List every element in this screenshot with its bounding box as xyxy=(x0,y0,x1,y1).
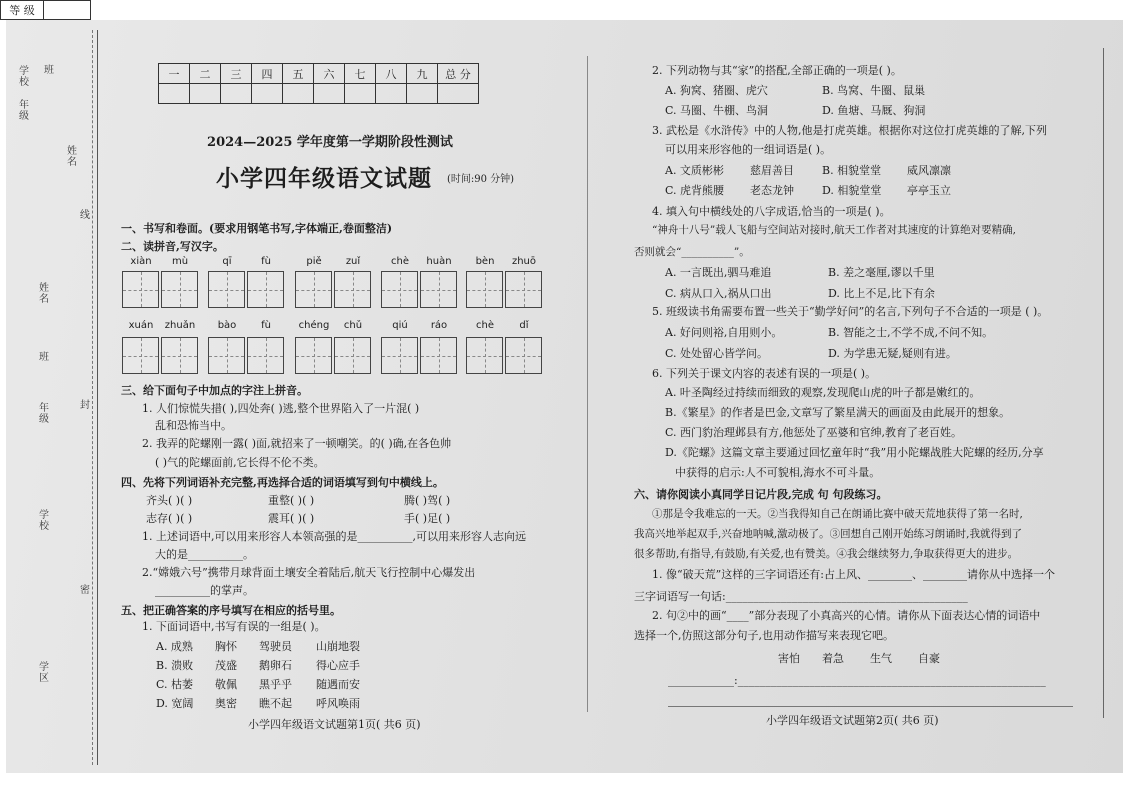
q5-6-option: A. 叶圣陶经过持续而细致的观察,发现爬山虎的叶子都是嫩红的。 xyxy=(665,386,981,399)
main-title: 小学四年级语文试题 xyxy=(216,165,432,192)
mood-word: 自豪 xyxy=(918,652,940,665)
score-cell[interactable] xyxy=(407,84,438,104)
q5-3-option: C. 虎背熊腰 xyxy=(665,184,725,197)
q6-item-1-cont: 三字词语写一句话:____________________________________________ xyxy=(634,590,968,603)
score-header: 八 xyxy=(376,64,407,84)
character-box[interactable] xyxy=(247,337,284,374)
pinyin-label: ráo xyxy=(430,320,448,331)
character-box[interactable] xyxy=(208,271,245,308)
binding-grade-mid: 年级 xyxy=(39,403,49,425)
character-box[interactable] xyxy=(295,271,332,308)
q5-1-option: 得心应手 xyxy=(316,659,360,672)
q4-word: 齐头( )( ) xyxy=(146,494,193,507)
q5-1-option: 驾驶员 xyxy=(259,640,292,653)
pinyin-label: chǔ xyxy=(343,320,363,331)
mood-word: 害怕 xyxy=(778,652,800,665)
q6-item-2-cont: 选择一个,仿照这部分句子,也用动作描写来表现它吧。 xyxy=(634,629,894,642)
q6-item-1: 1. 像“破天荒”这样的三字词语还有:占上风、________、________请你从中选择一个 xyxy=(652,568,1055,581)
q4-heading: 四、先将下列词语补充完整,再选择合适的词语填写到句中横线上。 xyxy=(121,476,444,489)
q6-answer-line[interactable]: ____________:________________________________________________________ xyxy=(668,674,1046,687)
q3-heading: 三、给下面句子中加点的字注上拼音。 xyxy=(121,384,308,397)
q5-2-option: A. 狗窝、猪圈、虎穴 xyxy=(665,84,768,97)
page-footer-right: 小学四年级语文试题第2页( 共6 页) xyxy=(766,714,939,727)
character-box[interactable] xyxy=(334,271,371,308)
q5-1-option: A. 成熟 xyxy=(156,640,193,653)
pinyin-label: piě xyxy=(306,256,322,267)
pinyin-label: zhuǎn xyxy=(164,320,196,331)
pinyin-label: chè xyxy=(391,256,409,267)
score-cell[interactable] xyxy=(252,84,283,104)
pinyin-label: fù xyxy=(261,320,271,331)
score-cell[interactable] xyxy=(190,84,221,104)
character-box[interactable] xyxy=(381,271,418,308)
binding-line-outer xyxy=(97,30,98,765)
q5-4-quote: “神舟十八号”载人飞船与空间站对接时,航天工作者对其速度的计算绝对要精确, xyxy=(652,224,1016,236)
character-box[interactable] xyxy=(247,271,284,308)
q3-item-2-cont: ( )气的陀螺面前,它长得不伦不类。 xyxy=(155,456,325,469)
binding-line-inner xyxy=(92,30,93,765)
q5-5-option: C. 处处留心皆学问。 xyxy=(665,347,769,360)
score-cell[interactable] xyxy=(314,84,345,104)
q5-1-option: 胸怀 xyxy=(215,640,237,653)
q5-1-option: C. 枯萎 xyxy=(156,678,194,691)
q6-passage-line-1: ①那是令我难忘的一天。②当我得知自己在朗诵比赛中破天荒地获得了第一名时, xyxy=(652,508,1023,520)
q5-1-option: 茂盛 xyxy=(215,659,237,672)
exam-duration: (时间:90 分钟) xyxy=(447,174,515,185)
q4-word: 手( )足( ) xyxy=(404,512,451,525)
score-header: 七 xyxy=(345,64,376,84)
character-box[interactable] xyxy=(122,271,159,308)
score-header: 三 xyxy=(221,64,252,84)
q5-5-option: D. 为学患无疑,疑则有进。 xyxy=(828,347,957,360)
pinyin-label: zhuō xyxy=(511,256,537,267)
pinyin-label: qī xyxy=(222,256,232,267)
score-header: 四 xyxy=(252,64,283,84)
character-box[interactable] xyxy=(420,337,457,374)
q5-3-option: 威风凛凛 xyxy=(907,164,951,177)
score-cell[interactable] xyxy=(221,84,252,104)
pinyin-label: chéng xyxy=(298,320,330,331)
q5-4-option: B. 差之毫厘,谬以千里 xyxy=(828,266,935,279)
q2-heading: 二、读拼音,写汉字。 xyxy=(121,240,224,253)
score-cell[interactable] xyxy=(283,84,314,104)
character-box[interactable] xyxy=(505,337,542,374)
q5-1-option: 呼风唤雨 xyxy=(316,697,360,710)
score-header: 二 xyxy=(190,64,221,84)
q5-1-option: 鹅卵石 xyxy=(259,659,292,672)
q5-4-option: D. 比上不足,比下有余 xyxy=(828,287,935,300)
binding-seal-mi: 密 xyxy=(80,585,90,596)
q5-1-option: 敬佩 xyxy=(215,678,237,691)
pinyin-label: chè xyxy=(476,320,494,331)
q5-3-option: B. 相貌堂堂 xyxy=(822,164,882,177)
q4-word: 重整( )( ) xyxy=(268,494,315,507)
q1-heading: 一、书写和卷面。(要求用钢笔书写,字体端正,卷面整洁) xyxy=(121,222,393,235)
q5-1-option: 奥密 xyxy=(215,697,237,710)
pinyin-label: huàn xyxy=(426,256,452,267)
right-border-line xyxy=(1103,48,1104,718)
character-box[interactable] xyxy=(420,271,457,308)
pinyin-label: bèn xyxy=(475,256,495,267)
binding-seal-line: 线 xyxy=(80,210,90,221)
binding-class-top: 班 xyxy=(44,65,54,76)
character-box[interactable] xyxy=(466,271,503,308)
q5-3-option: 亭亭玉立 xyxy=(907,184,951,197)
q5-3-option: D. 相貌堂堂 xyxy=(822,184,882,197)
q5-3-option: A. 文质彬彬 xyxy=(665,164,724,177)
binding-name-mid: 姓名 xyxy=(39,283,49,305)
q5-3-option: 老态龙钟 xyxy=(750,184,794,197)
q5-item-1: 1. 下面词语中,书写有误的一组是( )。 xyxy=(142,620,326,633)
q4-item-2-cont: __________的掌声。 xyxy=(155,584,254,597)
q3-item-1-cont: 乱和恐怖当中。 xyxy=(155,419,232,432)
score-cell[interactable] xyxy=(345,84,376,104)
grade-label: 等 级 xyxy=(1,1,44,20)
q5-6-option: D.《陀螺》这篇文章主要通过回忆童年时“我”用小陀螺战胜大陀螺的经历,分享 xyxy=(665,446,1044,459)
q5-1-option: 黑乎乎 xyxy=(259,678,292,691)
q5-4-quote-cont: 否则就会“__________”。 xyxy=(634,246,750,258)
pinyin-label: xuán xyxy=(128,320,154,331)
score-header: 六 xyxy=(314,64,345,84)
q5-2-option: D. 鱼塘、马厩、狗洞 xyxy=(822,104,926,117)
q4-word: 腾( )驾( ) xyxy=(404,494,451,507)
q5-item-4: 4. 填入句中横线处的八字成语,恰当的一项是( )。 xyxy=(652,205,891,218)
q4-word: 震耳( )( ) xyxy=(268,512,315,525)
q4-item-1: 1. 上述词语中,可以用来形容人本领高强的是__________,可以用来形容人志向远 xyxy=(142,530,526,543)
character-box[interactable] xyxy=(466,337,503,374)
pinyin-label: qiú xyxy=(392,320,408,331)
q5-6-option: B.《繁星》的作者是巴金,文章写了繁星满天的画面及由此展开的想象。 xyxy=(665,406,1011,419)
mood-word: 着急 xyxy=(822,652,844,665)
grade-field[interactable] xyxy=(44,1,91,20)
character-box[interactable] xyxy=(161,271,198,308)
q3-item-2: 2. 我弄的陀螺刚一露( )面,就招来了一顿嘲笑。的( )确,在各色帅 xyxy=(142,437,452,450)
q5-1-option: B. 溃败 xyxy=(156,659,194,672)
character-box[interactable] xyxy=(161,337,198,374)
score-cell[interactable] xyxy=(159,84,190,104)
character-box[interactable] xyxy=(122,337,159,374)
q3-item-1: 1. 人们惊慌失措( ),四处奔( )逃,整个世界陷入了一片混( ) xyxy=(142,402,420,415)
binding-grade-top: 年级 xyxy=(19,100,29,122)
answer-underline xyxy=(668,706,1073,707)
q5-heading: 五、把正确答案的序号填写在相应的括号里。 xyxy=(121,604,341,617)
q5-5-option: B. 智能之士,不学不成,不问不知。 xyxy=(828,326,994,339)
q5-2-option: B. 鸟窝、牛圈、鼠巢 xyxy=(822,84,926,97)
q5-2-option: C. 马圈、牛棚、鸟洞 xyxy=(665,104,769,117)
score-header: 五 xyxy=(283,64,314,84)
mood-word: 生气 xyxy=(870,652,892,665)
q5-item-3-cont: 可以用来形容他的一组词语是( )。 xyxy=(665,143,832,156)
binding-seal-feng: 封 xyxy=(80,400,90,411)
binding-school-top: 学校 xyxy=(19,66,29,88)
character-box[interactable] xyxy=(381,337,418,374)
character-box[interactable] xyxy=(334,337,371,374)
q6-item-2: 2. 句②中的画“____”部分表现了小真高兴的心情。请你从下面表达心情的词语中 xyxy=(652,609,1041,622)
score-cell[interactable] xyxy=(376,84,407,104)
q5-1-option: 随遇而安 xyxy=(316,678,360,691)
binding-class-mid: 班 xyxy=(39,352,49,363)
grade-box xyxy=(0,0,91,20)
exam-title: 2024—2025 学年度第一学期阶段性测试 xyxy=(207,135,453,150)
character-box[interactable] xyxy=(295,337,332,374)
page-footer-left: 小学四年级语文试题第1页( 共6 页) xyxy=(248,718,421,731)
q5-item-6: 6. 下列关于课文内容的表述有误的一项是( )。 xyxy=(652,367,877,380)
q4-item-2: 2.“嫦娥六号”携带月球背面土壤安全着陆后,航天飞行控制中心爆发出 xyxy=(142,566,476,579)
q5-6-option: C. 西门豹治理邺县有方,他惩处了巫婆和官绅,教育了老百姓。 xyxy=(665,426,963,439)
pinyin-label: zuǐ xyxy=(345,256,361,267)
q5-item-3: 3. 武松是《水浒传》中的人物,他是打虎英雄。根据你对这位打虎英雄的了解,下列 xyxy=(652,124,1047,137)
score-table xyxy=(158,63,479,104)
q6-heading: 六、请你阅读小真同学日记片段,完成 句 句段练习。 xyxy=(634,488,888,501)
binding-school-mid: 学校 xyxy=(39,510,49,532)
q5-5-option: A. 好问则裕,自用则小。 xyxy=(665,326,783,339)
score-header: 九 xyxy=(407,64,438,84)
q5-6-option-cont: 中获得的启示:人不可貌相,海水不可斗量。 xyxy=(675,466,881,479)
q5-item-5: 5. 班级读书角需要布置一些关于“勤学好问”的名言,下列句子不合适的一项是 ( )。 xyxy=(652,305,1049,318)
binding-name-top: 姓名 xyxy=(67,146,77,168)
q4-item-1-cont: 大的是__________。 xyxy=(155,548,254,561)
character-box[interactable] xyxy=(208,337,245,374)
binding-district: 学区 xyxy=(39,662,49,684)
center-divider xyxy=(587,56,588,712)
pinyin-label: bào xyxy=(217,320,237,331)
pinyin-label: dǐ xyxy=(519,320,529,331)
score-cell[interactable] xyxy=(438,84,479,104)
score-header: 总 分 xyxy=(438,64,479,84)
q6-passage-line-2: 我高兴地举起双手,兴奋地呐喊,激动极了。③回想自己刚开始练习朗诵时,我就得到了 xyxy=(634,528,1023,540)
q6-passage-line-3: 很多帮助,有指导,有鼓励,有关爱,也有赞美。④我会继续努力,争取获得更大的进步。 xyxy=(634,548,1019,560)
q4-word: 志存( )( ) xyxy=(146,512,193,525)
q5-1-option: 瞧不起 xyxy=(259,697,292,710)
q5-4-option: C. 病从口入,祸从口出 xyxy=(665,287,772,300)
q5-4-option: A. 一言既出,驷马难追 xyxy=(665,266,772,279)
q5-1-option: D. 宽阔 xyxy=(156,697,194,710)
character-box[interactable] xyxy=(505,271,542,308)
score-header: 一 xyxy=(159,64,190,84)
pinyin-label: mù xyxy=(171,256,189,267)
pinyin-label: xiàn xyxy=(130,256,152,267)
pinyin-label: fù xyxy=(261,256,271,267)
q5-item-2: 2. 下列动物与其“家”的搭配,全部正确的一项是( )。 xyxy=(652,64,902,77)
q5-1-option: 山崩地裂 xyxy=(316,640,360,653)
q5-3-option: 慈眉善目 xyxy=(750,164,794,177)
